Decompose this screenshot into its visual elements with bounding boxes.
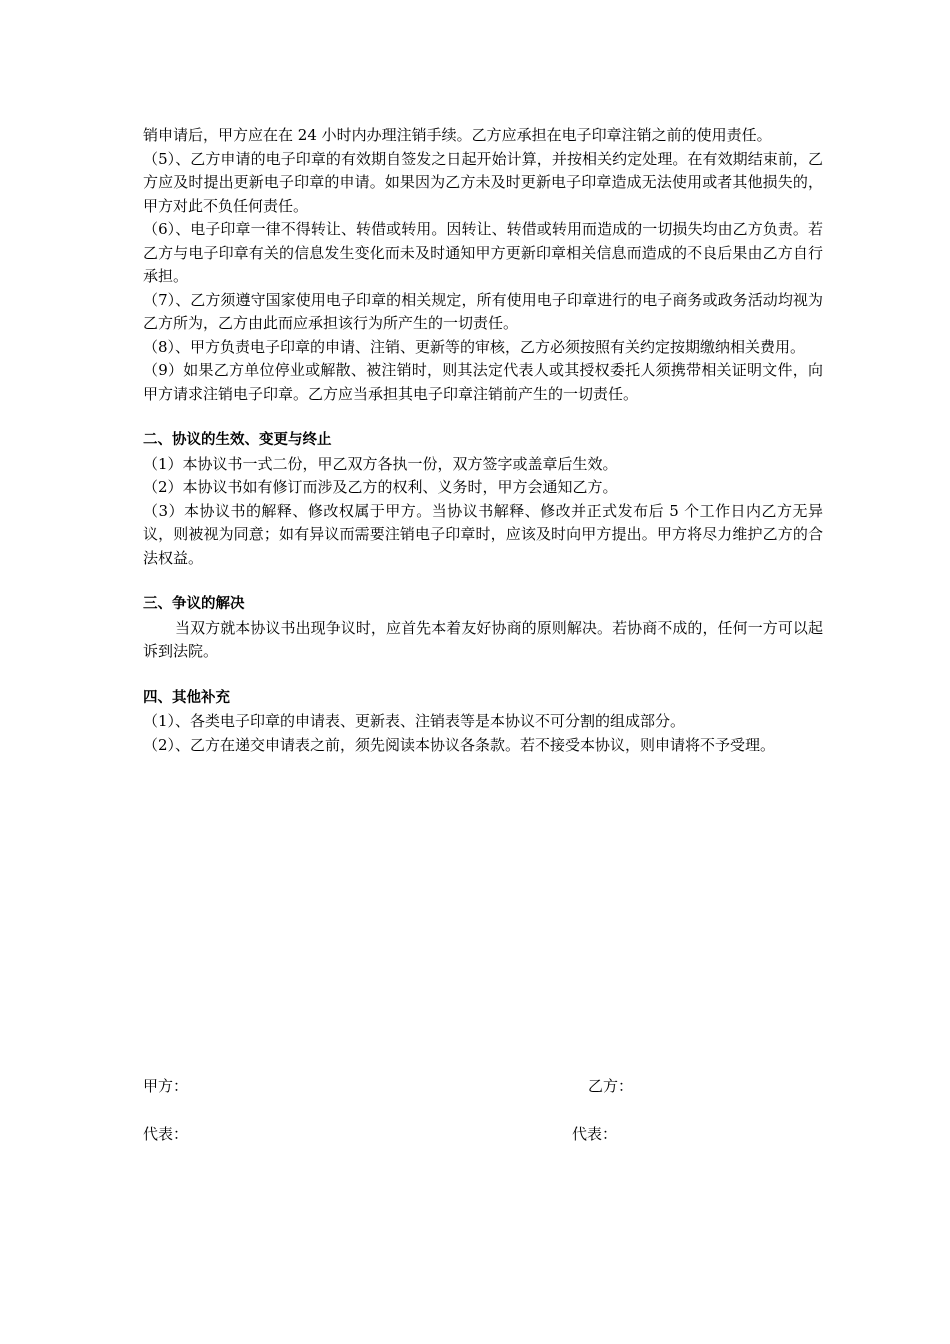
section-4-heading: 四、其他补充 <box>143 689 230 706</box>
section-2 <box>143 429 823 570</box>
clause-4-continued: 销申请后，甲方应在在 24 小时内办理注销手续。乙方应承担在电子印章注销之前的使用责任。 <box>143 126 772 144</box>
clause-5: （5）、乙方申请的电子印章的有效期自签发之日起开始计算，并按相关约定处理。在有效期结束前，乙方应及时提出更新电子印章的申请。如果因为乙方未及时更新电子印章造成无法使用或者其他损失的，甲方对此不负任何责任。 <box>143 149 823 215</box>
clause-7: （7）、乙方须遵守国家使用电子印章的相关规定，所有使用电子印章进行的电子商务或政务活动均视为乙方所为，乙方由此而应承担该行为所产生的一切责任。 <box>143 290 823 332</box>
section-1-continued <box>143 124 823 406</box>
clause-9: （9）如果乙方单位停业或解散、被注销时，则其法定代表人或其授权委托人须携带相关证明文件，向甲方请求注销电子印章。乙方应当承担其电子印章注销前产生的一切责任。 <box>143 361 823 403</box>
representative-a-label: 代表： <box>143 1125 189 1143</box>
party-a-label: 甲方： <box>143 1077 189 1095</box>
clause-8: （8）、甲方负责电子印章的申请、注销、更新等的审核，乙方必须按照有关约定按期缴纳相关费用。 <box>143 337 806 356</box>
representative-b-label: 代表： <box>572 1125 618 1143</box>
section-4-clause-2: （2）、乙方在递交申请表之前，须先阅读本协议各条款。若不接受本协议，则申请将不予受理。 <box>143 735 776 754</box>
section-2-clause-3: （3）本协议书的解释、修改权属于甲方。当协议书解释、修改并正式发布后 5 个工作日内乙方无异议，则被视为同意；如有异议而需要注销电子印章时，应该及时向甲方提出。甲方将尽力维护乙方的合法权益。 <box>143 501 823 567</box>
section-3 <box>143 593 823 664</box>
agreement-body <box>143 124 823 757</box>
section-4-clause-1: （1）、各类电子印章的申请表、更新表、注销表等是本协议不可分割的组成部分。 <box>143 712 686 730</box>
section-3-paragraph: 当双方就本协议书出现争议时，应首先本着友好协商的原则解决。若协商不成的，任何一方可以起诉到法院。 <box>143 618 823 660</box>
section-3-heading: 三、争议的解决 <box>143 596 245 612</box>
party-b-label: 乙方： <box>588 1077 634 1095</box>
clause-6: （6）、电子印章一律不得转让、转借或转用。因转让、转借或转用而造成的一切损失均由乙方负责。若乙方与电子印章有关的信息发生变化而未及时通知甲方更新印章相关信息而造成的不良后果由乙方自行承担。 <box>143 220 823 285</box>
section-2-clause-1: （1）本协议书一式二份，甲乙双方各执一份，双方签字或盖章后生效。 <box>143 454 618 473</box>
section-2-clause-2: （2）本协议书如有修订而涉及乙方的权利、义务时，甲方会通知乙方。 <box>143 478 618 496</box>
section-2-heading: 二、协议的生效、变更与终止 <box>143 432 332 448</box>
section-4 <box>143 687 823 758</box>
